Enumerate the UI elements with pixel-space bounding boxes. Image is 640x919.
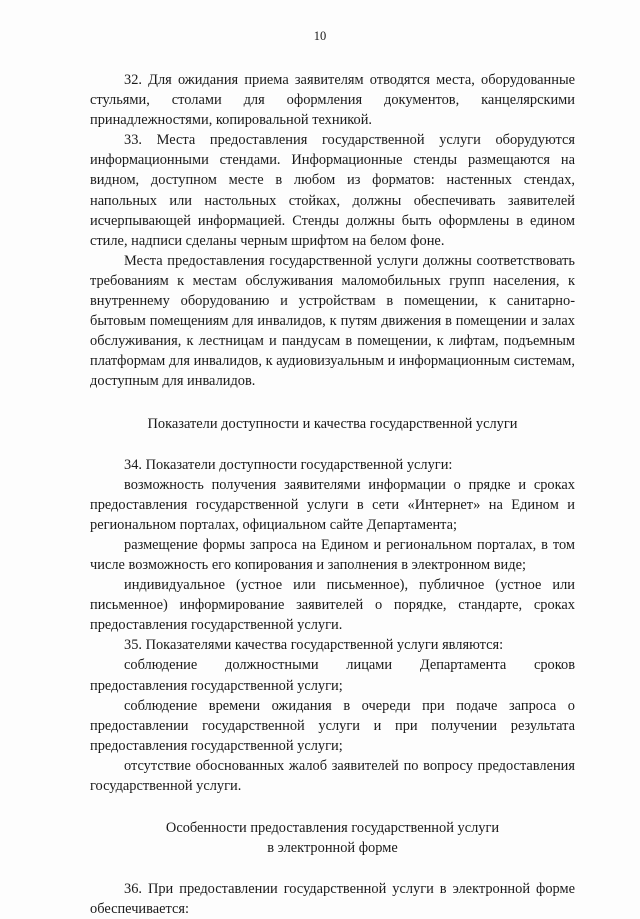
- paragraph-34-item-1: возможность получения заявителями информации о прядке и сроках предоставления государственной услуги в сети «Интернет» на Едином и региональном порталах, официальном сайте Департамента;: [90, 476, 575, 533]
- paragraph-35-item-1: соблюдение должностными лицами Департамента сроков предоставления государственной услуги;: [90, 657, 575, 694]
- document-body: [90, 70, 575, 919]
- section-heading-accessibility: Показатели доступности и качества государственной услуги: [147, 415, 518, 432]
- paragraph-33-accessibility: Места предоставления государственной услуги должны соответствовать требованиям к местам обслуживания маломобильных групп населения, к внутреннему оборудованию и устройствам в помещении, к санитарно-бытовым помещениям для инвалидов, к путям движения в помещении и залах обслуживания, к лестницам и пандусам в помещении, к лифтам, подъемным платформам для инвалидов, к аудиовизуальным и информационным системам, доступным для инвалидов.: [90, 252, 575, 390]
- paragraph-36: 36. При предоставлении государственной услуги в электронной форме обеспечивается:: [90, 881, 575, 918]
- paragraph-34-item-3: индивидуальное (устное или письменное), публичное (устное или письменное) информирование заявителей о порядке, стандарте, сроках предоставления государственной услуги.: [90, 577, 575, 634]
- section-heading-electronic: [90, 818, 575, 858]
- paragraph-35-item-3: отсутствие обоснованных жалоб заявителей по вопросу предоставления государственной услуги.: [90, 757, 575, 794]
- paragraph-35-item-2: соблюдение времени ожидания в очереди при подаче запроса о предоставлении государственной услуги и при получении результата предоставления государственной услуги;: [90, 697, 575, 754]
- paragraph-32: 32. Для ожидания приема заявителям отводятся места, оборудованные стульями, столами для оформления документов, канцелярскими принадлежностями, копировальной техникой.: [90, 72, 575, 129]
- section-heading-electronic-line-2: в электронной форме: [267, 840, 398, 857]
- page-number: 10: [313, 29, 327, 43]
- paragraph-35: 35. Показателями качества государственной услуги являются:: [124, 637, 504, 654]
- paragraph-34: 34. Показатели доступности государственной услуги:: [124, 456, 453, 473]
- paragraph-33: 33. Места предоставления государственной услуги оборудуются информационными стендами. Информационные стенды размещаются на видном, доступном месте в любом из форматов: настенных стендах, напольных или настольных стойках, должны обеспечивать заявителей исчерпывающей информацией. Стенды должны быть оформлены в едином стиле, надписи сделаны черным шрифтом на белом фоне.: [90, 132, 575, 249]
- section-heading-electronic-line-1: Особенности предоставления государственной услуги: [165, 820, 500, 837]
- paragraph-34-item-2: размещение формы запроса на Едином и региональном порталах, в том числе возможность его копирования и заполнения в электронном виде;: [90, 536, 575, 573]
